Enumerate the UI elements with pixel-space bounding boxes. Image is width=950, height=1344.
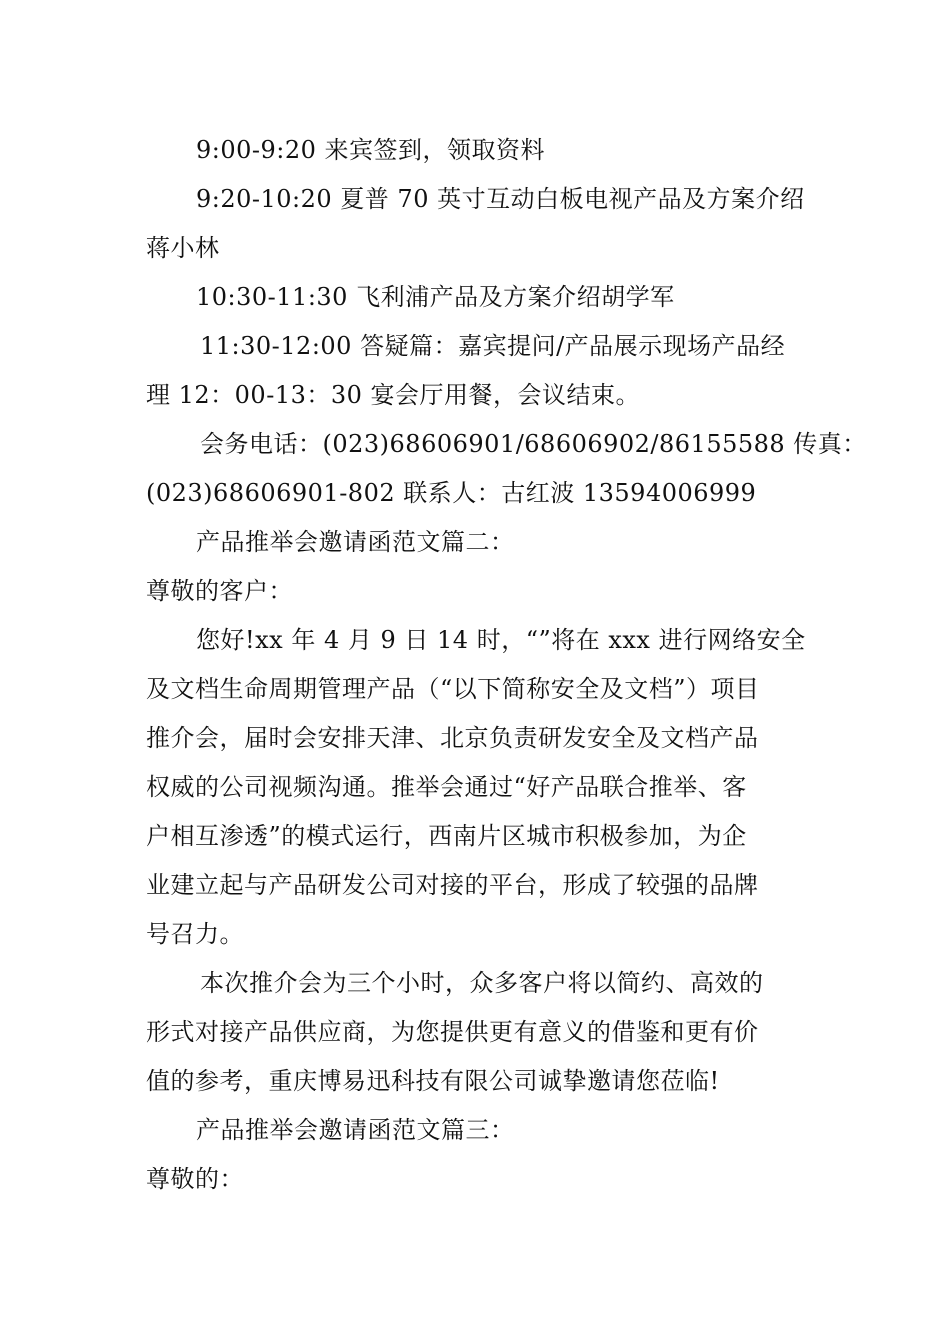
salutation-generic: 尊敬的： (146, 1165, 244, 1193)
paragraph-line: 业建立起与产品研发公司对接的平台，形成了较强的品牌 (146, 871, 759, 899)
schedule-line-sharp-intro: 9:20-10:20 夏普 70 英寸互动白板电视产品及方案介绍 (196, 185, 805, 213)
paragraph-line: 形式对接产品供应商，为您提供更有意义的借鉴和更有价 (146, 1018, 759, 1046)
schedule-line-signin: 9:00-9:20 来宾签到，领取资料 (196, 136, 546, 164)
document-body (146, 126, 867, 1204)
section-heading-two: 产品推举会邀请函范文篇二： (196, 528, 515, 556)
salutation-customer: 尊敬的客户： (146, 577, 293, 605)
schedule-line-sharp-speaker: 蒋小林 (146, 234, 220, 262)
schedule-line-qa: 11:30-12:00 答疑篇：嘉宾提问/产品展示现场产品经 (200, 332, 786, 360)
paragraph-line: 号召力。 (146, 920, 244, 948)
paragraph-line: 推介会，届时会安排天津、北京负责研发安全及文档产品 (146, 724, 759, 752)
contact-line-phone: 会务电话：(023)68606901/68606902/86155588 传真： (200, 430, 867, 458)
schedule-line-philips-intro: 10:30-11:30 飞利浦产品及方案介绍胡学军 (196, 283, 675, 311)
paragraph-line: 值的参考，重庆博易迅科技有限公司诚挚邀请您莅临! (146, 1067, 720, 1095)
paragraph-line: 及文档生命周期管理产品（“以下简称安全及文档”）项目 (146, 675, 760, 703)
section-heading-three: 产品推举会邀请函范文篇三： (196, 1116, 515, 1144)
paragraph-line: 本次推介会为三个小时，众多客户将以简约、高效的 (200, 969, 764, 997)
paragraph-line: 您好!xx 年 4 月 9 日 14 时，“”将在 xxx 进行网络安全 (196, 626, 806, 654)
schedule-line-lunch: 理 12：00-13：30 宴会厅用餐，会议结束。 (146, 381, 641, 409)
paragraph-line: 权威的公司视频沟通。推举会通过“好产品联合推举、客 (146, 773, 747, 801)
contact-line-person: (023)68606901-802 联系人：古红波 13594006999 (146, 479, 757, 507)
paragraph-line: 户相互渗透”的模式运行，西南片区城市积极参加，为企 (146, 822, 747, 850)
